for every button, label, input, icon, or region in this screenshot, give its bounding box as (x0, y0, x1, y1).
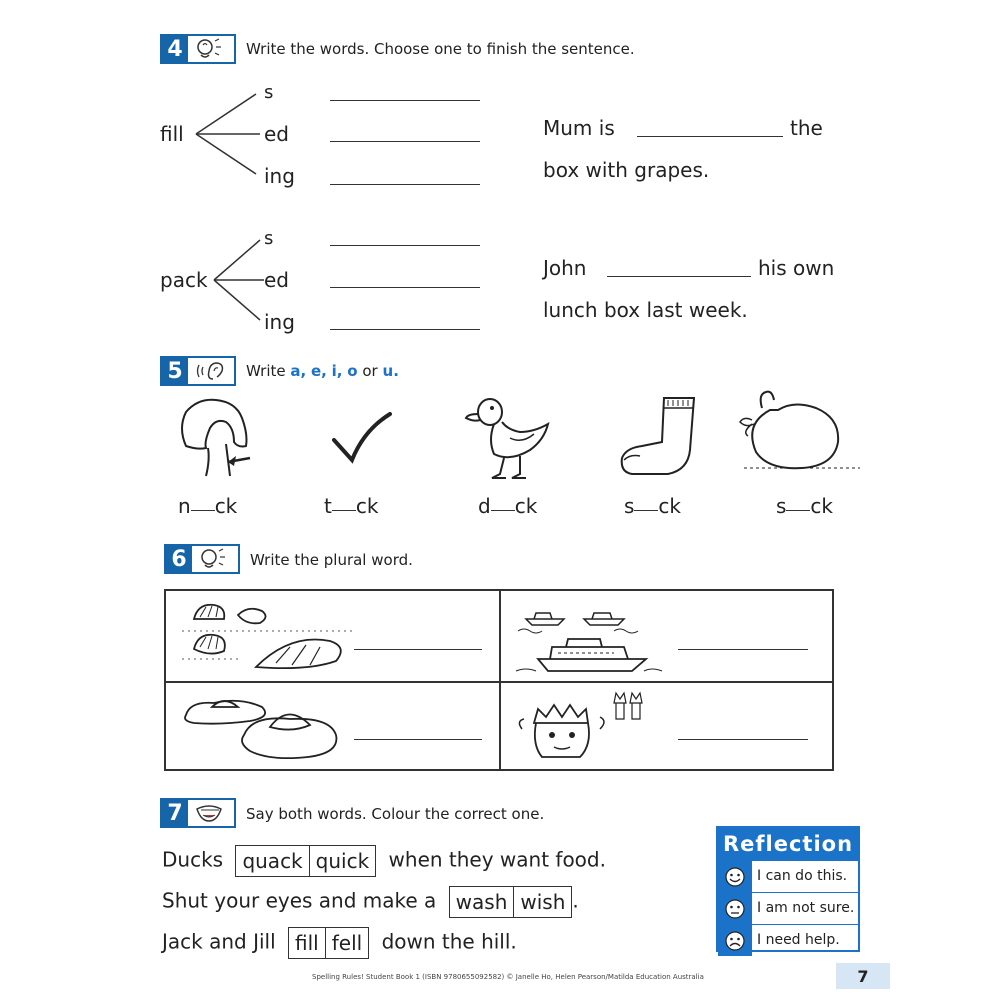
vowel-i: i, (331, 362, 343, 380)
q6-instruction: Write the plural word. (250, 551, 413, 569)
word-end: ck (810, 494, 833, 518)
suffix-ing: ing (264, 310, 295, 334)
reflection-row[interactable] (718, 860, 858, 892)
answer-line[interactable] (330, 287, 480, 288)
reflection-text: I can do this. (757, 868, 848, 884)
choice-quack[interactable]: quack (236, 846, 309, 876)
sentence-line2: box with grapes. (543, 158, 710, 182)
choice-fill[interactable]: fill (289, 928, 326, 958)
branch-lines (212, 232, 268, 328)
word-end: ck (355, 494, 379, 518)
q7-number: 7 (162, 800, 188, 826)
reflection-box (716, 826, 860, 952)
q5-number: 5 (162, 358, 188, 384)
sentence-answer-line[interactable] (637, 136, 783, 137)
word-start: n (178, 494, 191, 518)
sentence-after: his own (758, 256, 835, 280)
mouth-speaking-icon (188, 800, 232, 826)
q4-instruction: Write the words. Choose one to finish the sentence. (246, 40, 635, 58)
q6-badge (164, 544, 240, 574)
plural-answer-line[interactable] (678, 739, 808, 740)
vowel-blank[interactable] (491, 510, 515, 511)
q6-number: 6 (166, 546, 192, 572)
word-end: ck (214, 494, 238, 518)
suffix-s: s (264, 82, 274, 103)
answer-line[interactable] (330, 329, 480, 330)
word-blank-4 (624, 494, 681, 518)
tree-root-pack: pack (160, 268, 208, 292)
choice-wash[interactable]: wash (450, 887, 515, 917)
sentence-after: when they want food. (388, 847, 606, 872)
reflection-title: Reflection (718, 828, 858, 860)
vowel-blank[interactable] (332, 510, 356, 511)
tree-root-fill: fill (160, 122, 184, 146)
word-blank-3 (478, 494, 537, 518)
grid-divider (499, 591, 501, 769)
plural-answer-line[interactable] (354, 649, 482, 650)
word-start: s (776, 494, 787, 518)
word-end: ck (514, 494, 538, 518)
q4-number: 4 (162, 36, 188, 62)
sentence-after: the (790, 116, 823, 140)
choice-sentence-1 (162, 845, 606, 877)
reflection-row[interactable] (718, 924, 858, 956)
sentence-before: Jack and Jill (162, 929, 276, 954)
lightbulb-thinking-icon (188, 36, 232, 62)
sentence-before: Shut your eyes and make a (162, 888, 437, 913)
word-choice-box (288, 927, 369, 959)
lightbulb-thinking-icon (192, 546, 236, 572)
vowel-blank[interactable] (191, 510, 215, 511)
tick-illustration (330, 410, 394, 466)
word-choice-box (235, 845, 376, 877)
grid-divider (166, 681, 832, 683)
reflection-text: I need help. (757, 932, 840, 948)
reflection-row[interactable] (718, 892, 858, 924)
sentence-after: down the hill. (381, 929, 517, 954)
choice-wish[interactable]: wish (520, 890, 566, 914)
word-end: ck (658, 494, 681, 518)
sentence-answer-line[interactable] (607, 276, 751, 277)
sock-illustration (618, 394, 700, 480)
plural-answer-line[interactable] (678, 649, 808, 650)
duck-illustration (464, 394, 554, 482)
suffix-ed: ed (264, 122, 289, 146)
vowel-blank[interactable] (634, 510, 658, 511)
word-blank-2 (324, 494, 378, 518)
vowel-e: e, (311, 362, 327, 380)
instruction-or: or (362, 362, 378, 380)
choice-fell[interactable]: fell (331, 931, 363, 955)
answer-line[interactable] (330, 245, 480, 246)
kings-illustration (514, 685, 664, 765)
vowel-a: a, (290, 362, 307, 380)
shells-illustration (180, 597, 360, 675)
vowel-u: u. (382, 362, 399, 380)
answer-line[interactable] (330, 184, 480, 185)
reflection-text: I am not sure. (757, 900, 855, 916)
neck-illustration (176, 398, 258, 482)
footer-credit: Spelling Rules! Student Book 1 (ISBN 9780655092582) © Janelle Ho, Helen Pearson/Matilda Education Australia (312, 973, 704, 981)
word-blank-5 (776, 494, 833, 518)
worried-face-icon (718, 925, 752, 956)
q5-badge (160, 356, 236, 386)
word-start: s (624, 494, 635, 518)
sentence-before: John (543, 256, 587, 280)
sentence-before: Mum is (543, 116, 615, 140)
choice-sentence-2 (162, 886, 579, 918)
plural-answer-line[interactable] (354, 739, 482, 740)
neutral-face-icon (718, 893, 752, 924)
vowel-blank[interactable] (786, 510, 810, 511)
answer-line[interactable] (330, 141, 480, 142)
word-choice-box (449, 886, 573, 918)
answer-line[interactable] (330, 100, 480, 101)
branch-lines (194, 86, 264, 182)
q7-badge (160, 798, 236, 828)
instruction-word: Write (246, 362, 286, 380)
suffix-ed: ed (264, 268, 289, 292)
choice-quick[interactable]: quick (315, 849, 370, 873)
word-blank-1 (178, 494, 237, 518)
eggs-illustration (180, 691, 350, 763)
happy-face-icon (718, 861, 752, 892)
word-start: t (324, 494, 332, 518)
suffix-ing: ing (264, 164, 295, 188)
plural-grid (164, 589, 834, 771)
ear-listening-icon (188, 358, 232, 384)
word-start: d (478, 494, 491, 518)
sentence-line2: lunch box last week. (543, 298, 748, 322)
q7-instruction: Say both words. Colour the correct one. (246, 805, 545, 823)
q4-badge (160, 34, 236, 64)
vowel-o: o (347, 362, 358, 380)
ships-illustration (514, 597, 664, 675)
choice-sentence-3 (162, 927, 517, 959)
page-number: 7 (836, 963, 890, 989)
sentence-before: Ducks (162, 847, 224, 872)
sentence-after: . (572, 888, 579, 913)
suffix-s: s (264, 228, 274, 249)
q5-instruction (246, 362, 399, 380)
sack-illustration (734, 388, 864, 474)
